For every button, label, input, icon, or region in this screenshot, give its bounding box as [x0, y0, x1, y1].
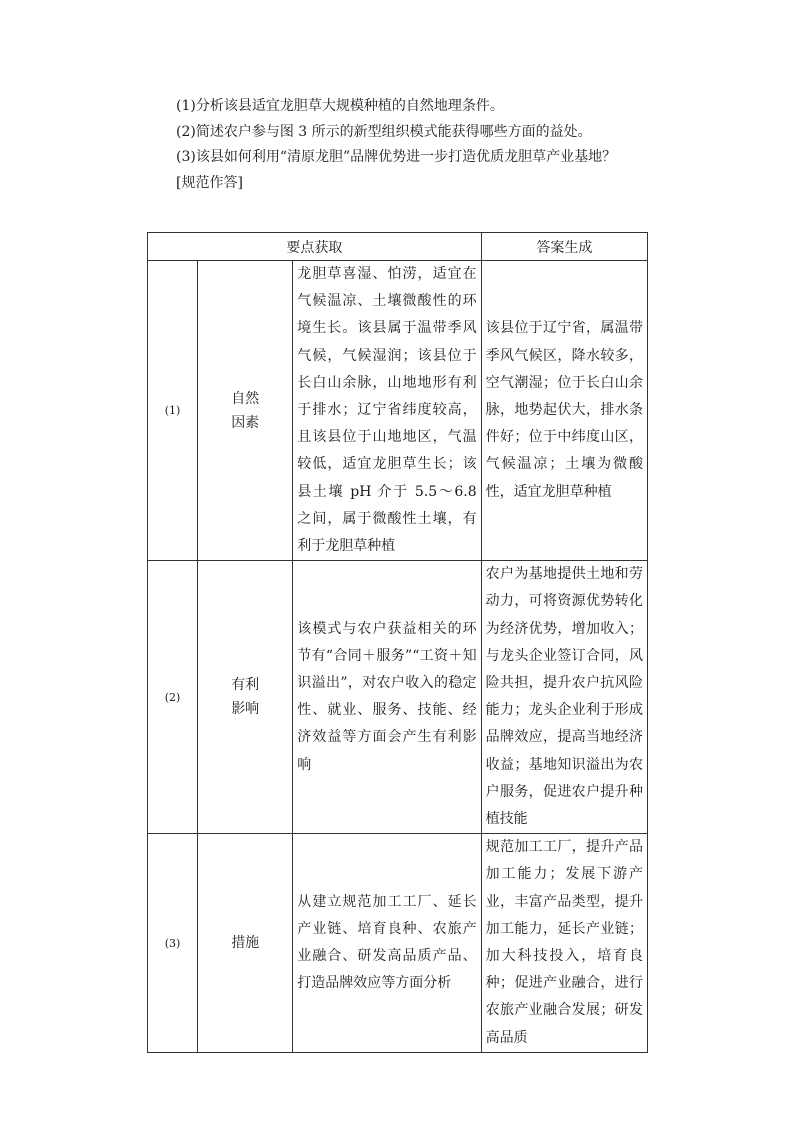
question-list	[176, 94, 696, 196]
key-points-text: 从建立规范加工工厂、延长产业链、培育良种、农旅产业融合、研发高品质产品、打造品牌效应等方面分析	[297, 893, 477, 992]
answer-text: 农户为基地提供土地和劳动力，可将资源优势转化为经济优势，增加收入；与龙头企业签订合同，风险共担，提升农户抗风险能力；龙头企业利于形成品牌效应，提高当地经济收益；基地知识溢出为农户服务，促进农户提升种植技能	[485, 566, 643, 828]
key-points-text: 龙胆草喜湿、怕涝，适宜在气候温凉、土壤微酸性的环境生长。该县属于温带季风气候，气候湿润；该县位于长白山余脉，山地地形有利于排水；辽宁省纬度较高，且该县位于山地地区，气温较低，适宜龙胆草生长；该县土壤 pH 介于 5.5～6.8 之间，属于微酸性土壤，有利于龙胆草种植	[297, 266, 477, 555]
key-points-cell	[293, 561, 481, 834]
row-category	[198, 261, 293, 561]
row-index: (1)	[148, 261, 198, 561]
key-points-text: 该模式与农户获益相关的环节有“合同＋服务”“工资＋知识溢出”，对农户收入的稳定性、就业、服务、技能、经济效益等方面会产生有利影响	[297, 620, 477, 773]
row-category	[198, 561, 293, 834]
row-index: (2)	[148, 561, 198, 834]
answer-text: 规范加工工厂，提升产品加工能力；发展下游产业，丰富产品类型，提升加工能力，延长产业链；加大科技投入，培育良种；促进产业融合，进行农旅产业融合发展；研发高品质	[485, 839, 643, 1046]
answer-cell	[481, 834, 647, 1053]
category-line: 自然	[231, 390, 260, 407]
table-row	[148, 561, 648, 834]
answer-cell	[481, 261, 647, 561]
answer-text: 该县位于辽宁省，属温带季风气候区，降水较多，空气潮湿；位于长白山余脉，地势起伏大，排水条件好；位于中纬度山区，气候温凉；土壤为微酸性，适宜龙胆草种植	[485, 320, 643, 500]
question-3: (3)该县如何利用“清原龙胆”品牌优势进一步打造优质龙胆草产业基地？	[176, 149, 617, 165]
category-line: 因素	[231, 414, 260, 431]
header-key-points: 要点获取	[148, 233, 482, 261]
header-answer: 答案生成	[481, 233, 647, 261]
table-row	[148, 834, 648, 1053]
table-header-row	[148, 233, 648, 261]
question-1: (1)分析该县适宜龙胆草大规模种植的自然地理条件。	[176, 98, 504, 114]
answer-cell	[481, 561, 647, 834]
category-line: 影响	[231, 701, 260, 718]
category-line: 措施	[231, 935, 260, 952]
row-index: (3)	[148, 834, 198, 1053]
row-category	[198, 834, 293, 1053]
category-line: 有利	[231, 677, 260, 694]
answer-section-label: [规范作答]	[176, 174, 243, 191]
question-2: (2)简述农户参与图 3 所示的新型组织模式能获得哪些方面的益处。	[176, 123, 592, 140]
key-points-cell	[293, 261, 481, 561]
table-row	[148, 261, 648, 561]
answer-table	[147, 232, 648, 1053]
key-points-cell	[293, 834, 481, 1053]
